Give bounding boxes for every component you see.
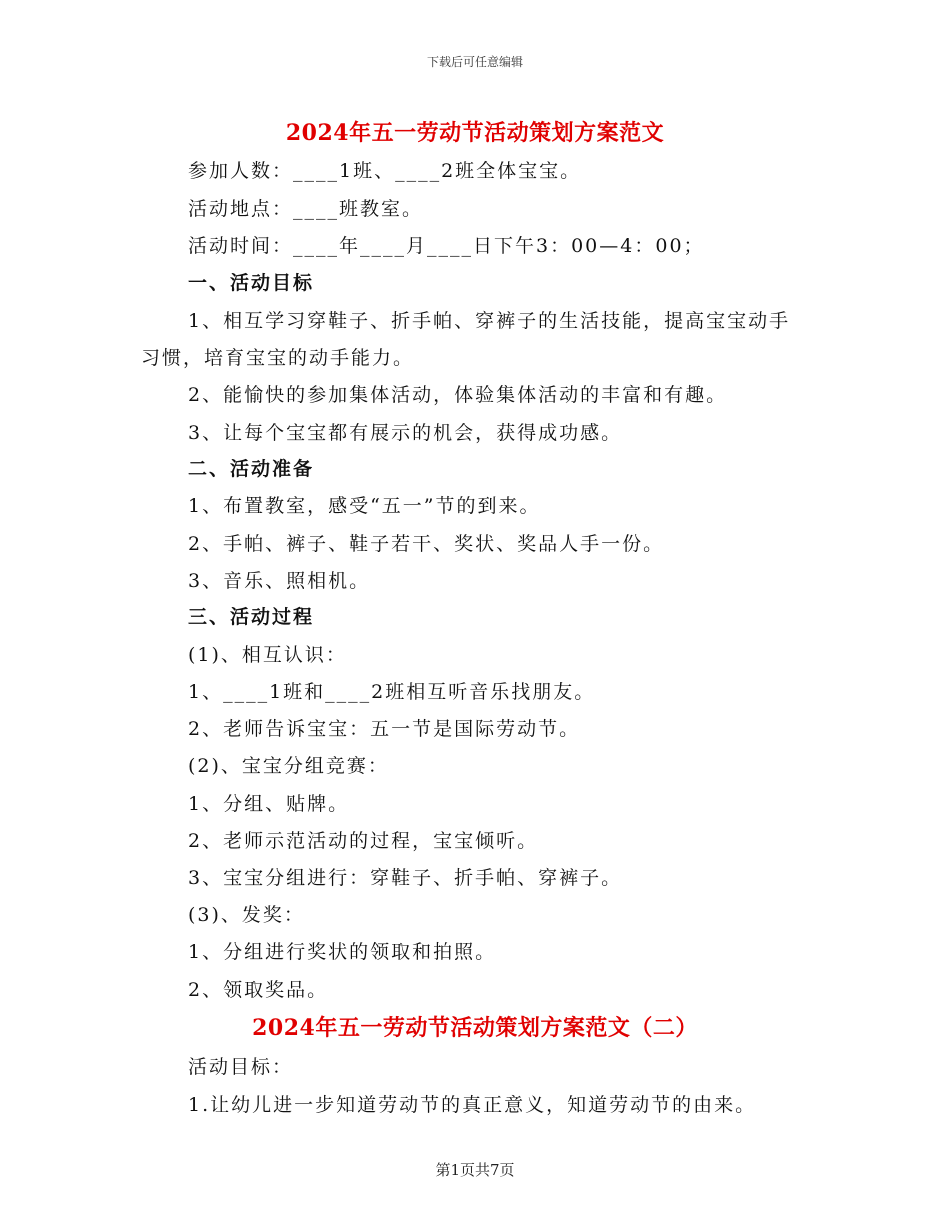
process-subheading-1: (1)、相互认识： [188, 644, 347, 666]
page-footer: 第1页共7页 [435, 1161, 515, 1179]
process-item-2-1: 1、分组、贴牌。 [188, 793, 350, 815]
process-subheading-2: (2)、宝宝分组竞赛： [188, 755, 389, 777]
section-heading-preparation: 二、活动准备 [188, 458, 315, 480]
prep-item-3: 3、音乐、照相机。 [188, 570, 371, 592]
paragraph-time: 活动时间：____年____月____日下午3：00—4：00； [188, 235, 705, 257]
process-item-2-3: 3、宝宝分组进行：穿鞋子、折手帕、穿裤子。 [188, 867, 623, 889]
process-item-3-2: 2、领取奖品。 [188, 979, 329, 1001]
goal-item-1-continued: 习惯，培育宝宝的动手能力。 [141, 347, 415, 369]
process-item-3-1: 1、分组进行奖状的领取和拍照。 [188, 941, 497, 963]
section-heading-goals: 一、活动目标 [188, 272, 315, 294]
goal-item-1: 1、相互学习穿鞋子、折手帕、穿裤子的生活技能，提高宝宝动手 [188, 310, 791, 332]
document-title: 2024年五一劳动节活动策划方案范文 [285, 120, 665, 146]
prep-item-2: 2、手帕、裤子、鞋子若干、奖状、奖品人手一份。 [188, 533, 665, 555]
document-title-part-two: 2024年五一劳动节活动策划方案范文（二） [252, 1015, 698, 1041]
paragraph-participants: 参加人数：____1班、____2班全体宝宝。 [188, 160, 582, 182]
page-header-note: 下载后可任意编辑 [426, 55, 523, 69]
goal-item-3: 3、让每个宝宝都有展示的机会，获得成功感。 [188, 422, 623, 444]
paragraph-goals-label: 活动目标： [188, 1056, 294, 1078]
goal-item-2: 2、能愉快的参加集体活动，体验集体活动的丰富和有趣。 [188, 384, 728, 406]
section-heading-process: 三、活动过程 [188, 606, 315, 628]
process-item-1-2: 2、老师告诉宝宝：五一节是国际劳动节。 [188, 718, 581, 740]
paragraph-location: 活动地点：____班教室。 [188, 198, 424, 220]
process-item-1-1: 1、____1班和____2班相互听音乐找朋友。 [188, 681, 596, 703]
goal-item-part-two-1: 1.让幼儿进一步知道劳动节的真正意义，知道劳动节的由来。 [188, 1094, 757, 1116]
prep-item-1: 1、布置教室，感受“五一”节的到来。 [188, 495, 541, 517]
process-item-2-2: 2、老师示范活动的过程，宝宝倾听。 [188, 830, 539, 852]
process-subheading-3: (3)、发奖： [188, 904, 305, 926]
